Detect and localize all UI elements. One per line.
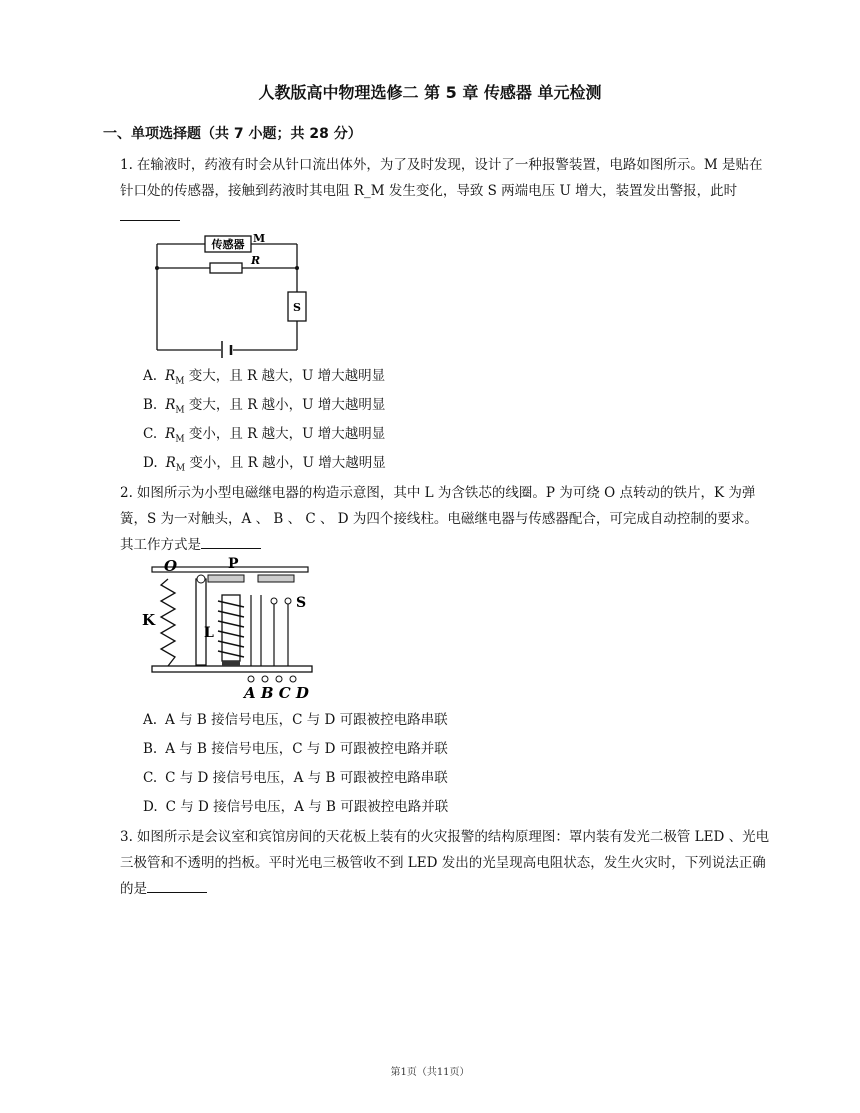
option-d[interactable]: [143, 453, 386, 479]
option-c[interactable]: [143, 424, 385, 450]
question-3: [120, 824, 770, 902]
question-text: 如图所示为小型电磁继电器的构造示意图，其中 L 为含铁芯的线圈。P 为可绕 O 点转动的铁片，K 为弹簧，S 为一对触头，A 、 B 、 C 、 D 为四个接线柱。电磁继电器与传感器配合，可完成自动控制的要求。其工作方式是: [120, 485, 758, 553]
answer-blank: [120, 206, 180, 221]
option-a[interactable]: [143, 710, 448, 730]
s-label: S: [296, 595, 307, 611]
answer-blank: [147, 878, 207, 893]
option-b[interactable]: [143, 395, 385, 421]
s-label: S: [293, 301, 301, 314]
option-text: 变小，且 R 越小，U 增大越明显: [189, 455, 386, 471]
option-text: 变大，且 R 越大，U 增大越明显: [188, 368, 386, 384]
option-text: C 与 D 接信号电压，A 与 B 可跟被控电路串联: [165, 770, 448, 786]
question-number: 3.: [120, 829, 133, 845]
option-letter: A.: [143, 712, 158, 728]
question-text: 如图所示是会议室和宾馆房间的天花板上装有的火灾报警的结构原理图：罩内装有发光二极管 LED 、光电三极管和不透明的挡板。平时光电三极管收不到 LED 发出的光呈现高电阻状态，发生火灾时，下列说法正确的是: [120, 829, 770, 897]
option-text: A 与 B 接信号电压，C 与 D 可跟被控电路串联: [165, 712, 448, 728]
rm-symbol: $R_M$: [165, 426, 185, 445]
rm-symbol: $R_M$: [165, 455, 186, 474]
question-number: 1.: [120, 157, 133, 173]
answer-blank: [201, 534, 261, 549]
l-label: L: [204, 625, 214, 641]
p-label: P: [228, 556, 239, 572]
page-title: 人教版高中物理选修二 第 5 章 传感器 单元检测: [258, 83, 602, 102]
question-1: [120, 152, 770, 230]
circuit-diagram: [145, 228, 315, 358]
o-label: O: [164, 557, 178, 575]
k-label: K: [142, 611, 156, 629]
question-text: 在输液时，药液有时会从针口流出体外，为了及时发现，设计了一种报警装置，电路如图所示。M 是贴在针口处的传感器，接触到药液时其电阻 R_M 发生变化，导致 S 两端电压 U 增大，装置发出警报，此时: [120, 157, 763, 199]
option-text: A 与 B 接信号电压，C 与 D 可跟被控电路并联: [165, 741, 448, 757]
terminal-labels: A B C D: [244, 684, 309, 702]
question-2: [120, 480, 770, 558]
option-letter: C.: [143, 770, 158, 786]
option-text: 变小，且 R 越大，U 增大越明显: [188, 426, 386, 442]
option-letter: D.: [143, 455, 158, 471]
option-letter: B.: [143, 397, 158, 413]
option-letter: A.: [143, 368, 158, 384]
sensor-label: 传感器: [211, 238, 245, 251]
section-heading: 一、单项选择题（共 7 小题；共 28 分）: [103, 126, 362, 142]
option-d[interactable]: [143, 797, 448, 817]
option-text: C 与 D 接信号电压，A 与 B 可跟被控电路并联: [165, 799, 449, 815]
question-number: 2.: [120, 485, 133, 501]
option-c[interactable]: [143, 768, 448, 788]
page-footer: 第1页（共11页）: [390, 1067, 470, 1078]
option-letter: C.: [143, 426, 158, 442]
option-b[interactable]: [143, 739, 448, 759]
option-a[interactable]: [143, 366, 385, 392]
option-letter: B.: [143, 741, 158, 757]
option-text: 变大，且 R 越小，U 增大越明显: [188, 397, 386, 413]
m-label: M: [253, 232, 266, 245]
option-letter: D.: [143, 799, 158, 815]
rm-symbol: $R_M$: [165, 368, 185, 387]
rm-symbol: $R_M$: [165, 397, 185, 416]
r-label: R: [251, 254, 261, 267]
relay-diagram: [138, 555, 323, 703]
